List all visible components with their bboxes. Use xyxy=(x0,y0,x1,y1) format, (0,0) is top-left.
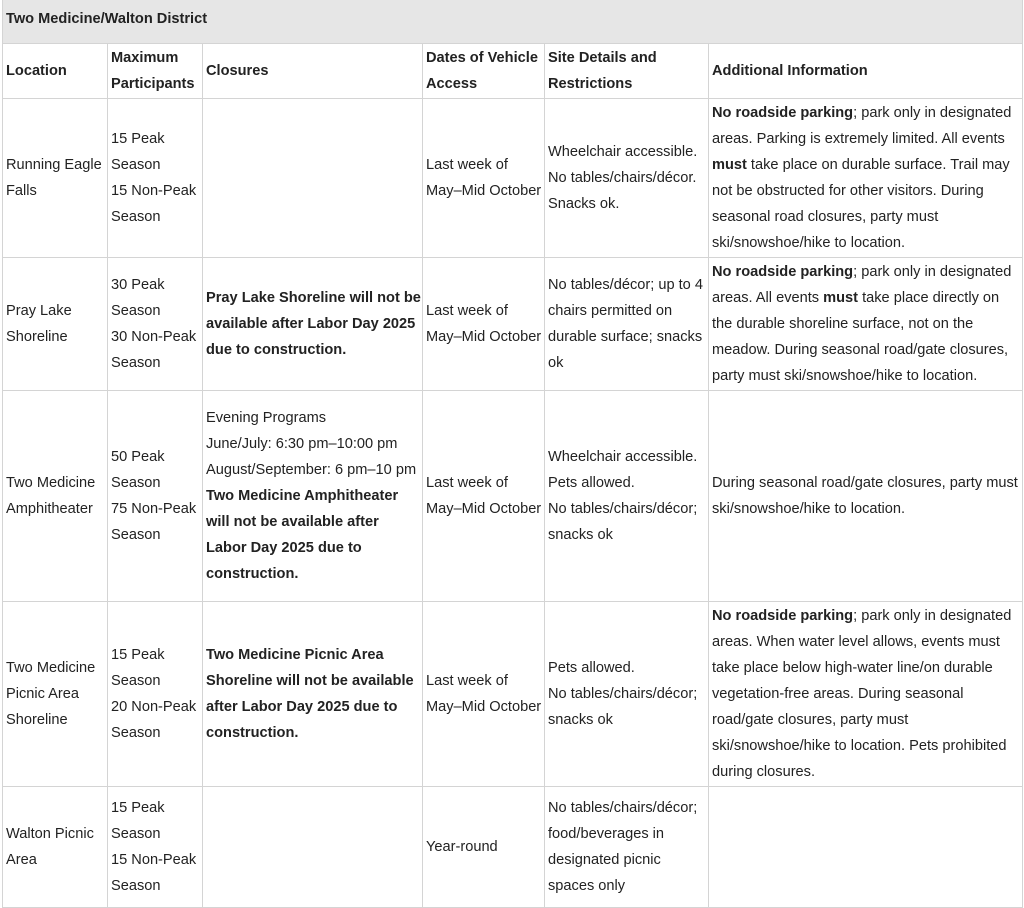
closure-line: June/July: 6:30 pm–10:00 pm xyxy=(206,436,398,452)
cell-site-details xyxy=(545,391,709,602)
cell-additional-info xyxy=(709,602,1023,787)
site-line: No tables/décor; up to 4 chairs permitted on durable surface; snacks ok xyxy=(548,277,703,371)
header-additional-info: Additional Information xyxy=(709,44,1023,99)
site-line: No tables/chairs/décor. xyxy=(548,170,697,186)
site-line: Wheelchair accessible. xyxy=(548,449,698,465)
max-non-peak: 15 Non-Peak Season xyxy=(111,183,197,225)
cell-max-participants xyxy=(108,258,203,391)
max-non-peak: 20 Non-Peak Season xyxy=(111,699,197,741)
max-peak: 15 Peak Season xyxy=(111,131,165,173)
max-peak: 15 Peak Season xyxy=(111,647,165,689)
header-location: Location xyxy=(3,44,108,99)
site-line: Pets allowed. xyxy=(548,660,635,676)
max-peak: 50 Peak Season xyxy=(111,449,165,491)
table-row xyxy=(3,391,1023,602)
info-bold: No roadside parking xyxy=(712,105,854,121)
table-row xyxy=(3,258,1023,391)
table-row xyxy=(3,602,1023,787)
cell-location: Two Medicine Picnic Area Shoreline xyxy=(3,602,108,787)
max-peak: 15 Peak Season xyxy=(111,800,165,842)
cell-closures xyxy=(203,602,423,787)
cell-location: Two Medicine Amphitheater xyxy=(3,391,108,602)
cell-location: Walton Picnic Area xyxy=(3,787,108,908)
info-bold: must xyxy=(823,290,859,306)
closure-notice: Two Medicine Picnic Area Shoreline will not be available after Labor Day 2025 due to construction. xyxy=(206,647,414,741)
cell-max-participants xyxy=(108,99,203,258)
table-row xyxy=(3,787,1023,908)
site-line: No tables/chairs/décor; snacks ok xyxy=(548,501,698,543)
info-text: ; park only in designated areas. All events xyxy=(712,264,1012,306)
closure-notice: Pray Lake Shoreline will not be available after Labor Day 2025 due to construction. xyxy=(206,290,421,358)
header-dates: Dates of Vehicle Access xyxy=(423,44,545,99)
cell-max-participants xyxy=(108,787,203,908)
info-text: take place directly on the durable shoreline surface, not on the meadow. During seasonal road/gate closures, party must ski/snowshoe/hike to location. xyxy=(712,290,1009,384)
cell-site-details xyxy=(545,602,709,787)
info-bold: No roadside parking xyxy=(712,608,854,624)
cell-additional-info xyxy=(709,787,1023,908)
cell-dates: Year-round xyxy=(423,787,545,908)
cell-closures xyxy=(203,787,423,908)
info-bold: must xyxy=(712,157,747,173)
header-closures: Closures xyxy=(203,44,423,99)
site-line: Snacks ok. xyxy=(548,196,620,212)
cell-max-participants xyxy=(108,602,203,787)
max-peak: 30 Peak Season xyxy=(111,277,165,319)
cell-dates: Last week of May–Mid October xyxy=(423,99,545,258)
site-line: Wheelchair accessible. xyxy=(548,144,698,160)
cell-location: Pray Lake Shoreline xyxy=(3,258,108,391)
district-table xyxy=(2,0,1023,908)
cell-site-details xyxy=(545,787,709,908)
cell-site-details xyxy=(545,99,709,258)
cell-closures xyxy=(203,99,423,258)
closure-notice: Two Medicine Amphitheater will not be available after Labor Day 2025 due to construction. xyxy=(206,488,399,582)
table-row xyxy=(3,99,1023,258)
district-header-row xyxy=(3,0,1023,44)
cell-site-details xyxy=(545,258,709,391)
cell-location: Running Eagle Falls xyxy=(3,99,108,258)
column-header-row xyxy=(3,44,1023,99)
max-non-peak: 30 Non-Peak Season xyxy=(111,329,197,371)
cell-max-participants xyxy=(108,391,203,602)
header-site-details: Site Details and Restrictions xyxy=(545,44,709,99)
site-line: Pets allowed. xyxy=(548,475,635,491)
cell-additional-info xyxy=(709,258,1023,391)
info-text: ; park only in designated areas. Parking is extremely limited. All events xyxy=(712,105,1012,147)
header-max-participants: Maximum Participants xyxy=(108,44,203,99)
info-text: take place on durable surface. Trail may not be obstructed for other visitors. During seasonal road closures, party must ski/snowshoe/hike to location. xyxy=(712,157,1010,251)
cell-additional-info: During seasonal road/gate closures, party must ski/snowshoe/hike to location. xyxy=(709,391,1023,602)
info-bold: No roadside parking xyxy=(712,264,854,280)
max-non-peak: 75 Non-Peak Season xyxy=(111,501,197,543)
cell-dates: Last week of May–Mid October xyxy=(423,258,545,391)
cell-dates: Last week of May–Mid October xyxy=(423,602,545,787)
closure-line: Evening Programs xyxy=(206,410,327,426)
cell-closures xyxy=(203,258,423,391)
site-line: No tables/chairs/décor; snacks ok xyxy=(548,686,698,728)
closure-line: August/September: 6 pm–10 pm xyxy=(206,462,417,478)
cell-dates: Last week of May–Mid October xyxy=(423,391,545,602)
info-text: ; park only in designated areas. When water level allows, events must take place below high-water line/on durable vegetation-free areas. During seasonal road/gate closures, party must ski/snowshoe/hike to location. Pets prohibited during closures. xyxy=(712,608,1012,780)
cell-additional-info xyxy=(709,99,1023,258)
cell-closures xyxy=(203,391,423,602)
district-title: Two Medicine/Walton District xyxy=(3,0,1023,44)
max-non-peak: 15 Non-Peak Season xyxy=(111,852,197,894)
site-line: No tables/chairs/décor; food/beverages in designated picnic spaces only xyxy=(548,800,698,894)
